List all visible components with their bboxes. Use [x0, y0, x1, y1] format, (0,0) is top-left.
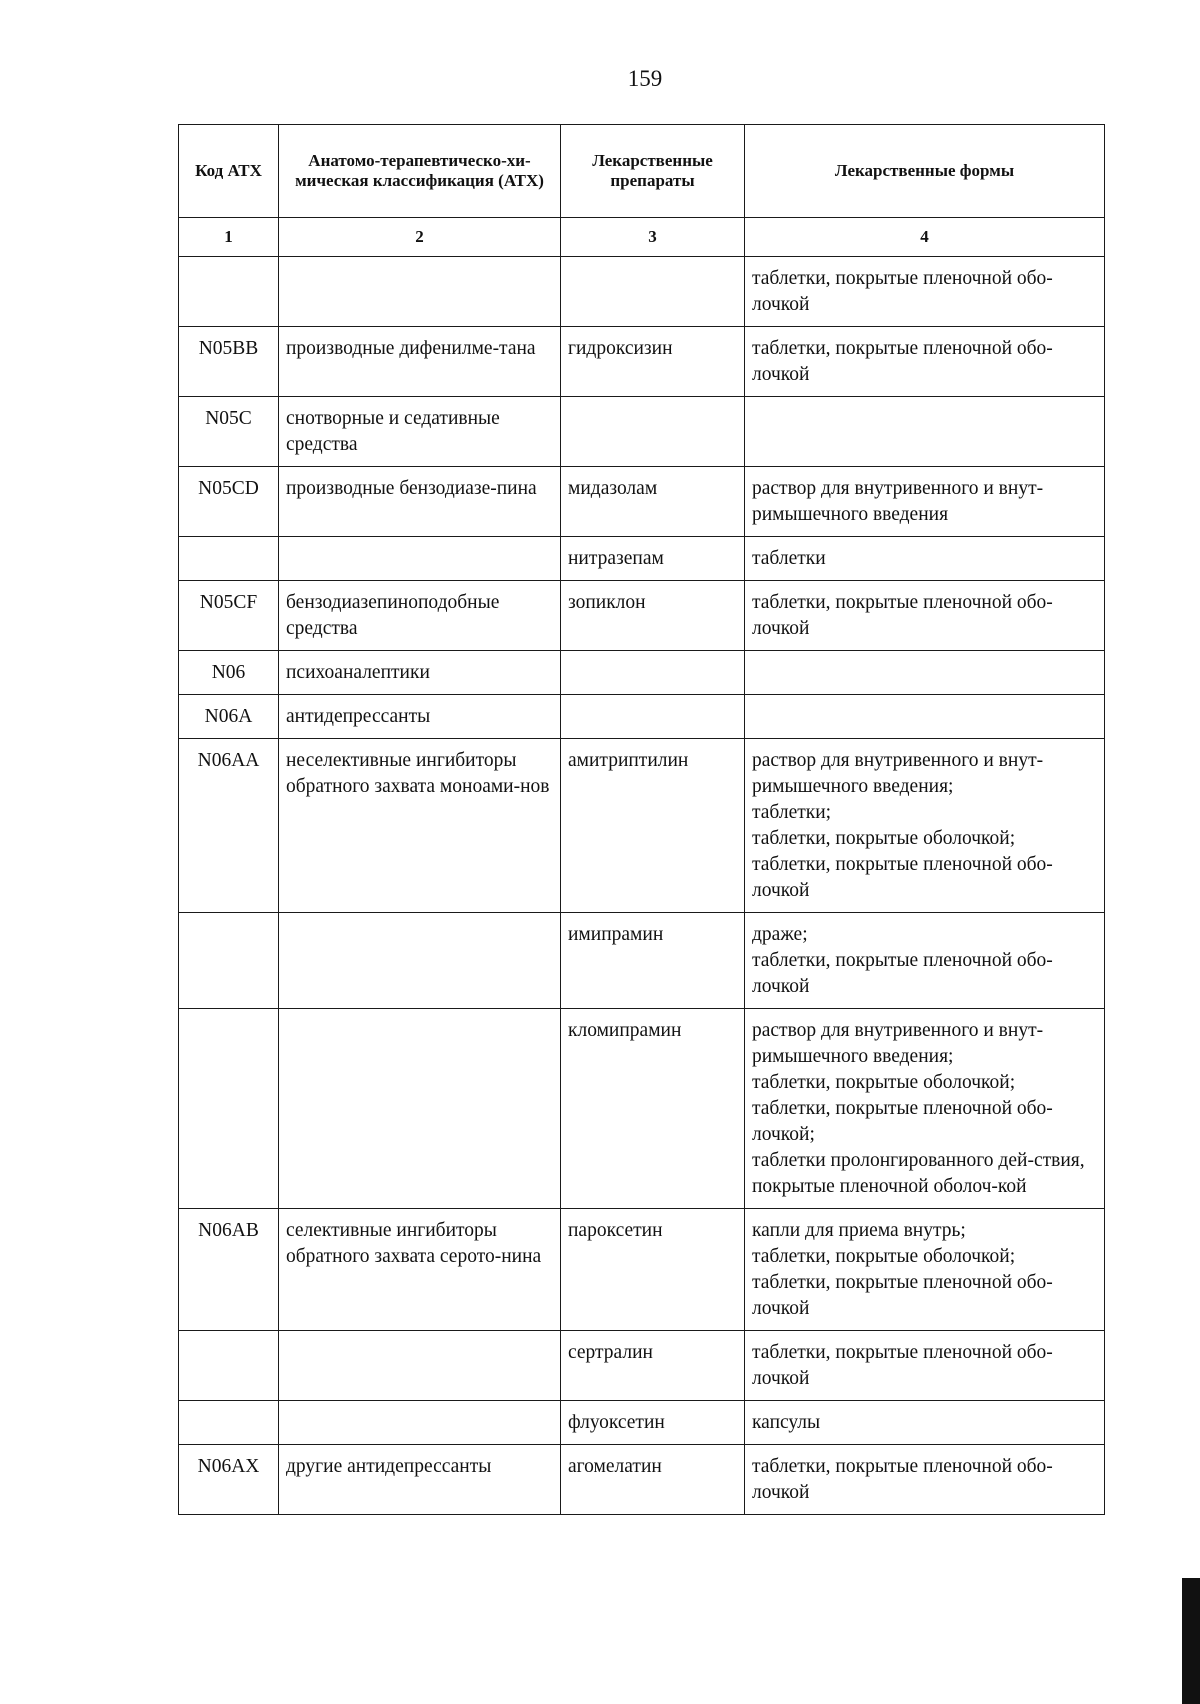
table-row	[179, 1331, 1105, 1401]
dosage-forms-cell	[745, 913, 1105, 1009]
table-row	[179, 695, 1105, 739]
classification-cell	[279, 1331, 561, 1401]
classification-cell	[279, 537, 561, 581]
scan-edge-mark	[1182, 1578, 1200, 1704]
table-row	[179, 651, 1105, 695]
header-drugs: Лекарственные препараты	[561, 125, 745, 218]
drug-name-cell: нитразепам	[561, 537, 745, 581]
dosage-form-line: таблетки, покрытые пленочной обо-лочкой	[752, 854, 1053, 901]
column-number: 4	[745, 218, 1105, 257]
column-number: 3	[561, 218, 745, 257]
table-header-row	[179, 125, 1105, 218]
dosage-form-line: раствор для внутривенного и внут-римышечного введения;	[752, 750, 1044, 797]
drug-name-cell: кломипрамин	[561, 1009, 745, 1209]
atx-code-cell: N05CD	[179, 467, 279, 537]
drug-name-cell: агомелатин	[561, 1445, 745, 1515]
atx-code-cell	[179, 257, 279, 327]
dosage-form-line: таблетки;	[752, 802, 832, 823]
drug-name-cell: пароксетин	[561, 1209, 745, 1331]
classification-cell: психоаналептики	[279, 651, 561, 695]
dosage-forms-cell	[745, 1209, 1105, 1331]
dosage-forms-cell	[745, 467, 1105, 537]
dosage-forms-cell	[745, 739, 1105, 913]
dosage-form-line: раствор для внутривенного и внут-римышечного введения;	[752, 1020, 1044, 1067]
dosage-form-line: таблетки пролонгированного дей-ствия, покрытые пленочной оболоч-кой	[752, 1150, 1085, 1197]
table-row	[179, 467, 1105, 537]
atx-code-cell	[179, 1331, 279, 1401]
classification-cell	[279, 1401, 561, 1445]
dosage-form-line: таблетки, покрытые пленочной обо-лочкой	[752, 338, 1053, 385]
classification-cell: другие антидепрессанты	[279, 1445, 561, 1515]
drug-name-cell: амитриптилин	[561, 739, 745, 913]
dosage-form-line: таблетки, покрытые пленочной обо-лочкой	[752, 1272, 1053, 1319]
classification-cell: селективные ингибиторы обратного захвата серото-нина	[279, 1209, 561, 1331]
dosage-forms-cell	[745, 327, 1105, 397]
dosage-form-line: таблетки, покрытые пленочной обо-лочкой	[752, 1456, 1053, 1503]
table-row	[179, 739, 1105, 913]
drug-name-cell: имипрамин	[561, 913, 745, 1009]
atx-code-cell: N06AX	[179, 1445, 279, 1515]
dosage-form-line: таблетки, покрытые оболочкой;	[752, 828, 1016, 849]
dosage-form-line: капсулы	[752, 1412, 821, 1433]
dosage-form-line: таблетки, покрытые оболочкой;	[752, 1072, 1016, 1093]
dosage-form-line: таблетки, покрытые пленочной обо-лочкой	[752, 1342, 1053, 1389]
table-row	[179, 537, 1105, 581]
header-code: Код АТХ	[179, 125, 279, 218]
classification-cell	[279, 257, 561, 327]
classification-cell: неселективные ингибиторы обратного захвата моноами-нов	[279, 739, 561, 913]
atx-code-cell: N06A	[179, 695, 279, 739]
classification-cell: снотворные и седативные средства	[279, 397, 561, 467]
atx-code-cell: N06	[179, 651, 279, 695]
dosage-form-line: раствор для внутривенного и внут-римышечного введения	[752, 478, 1044, 525]
classification-cell: производные бензодиазе-пина	[279, 467, 561, 537]
drug-name-cell: зопиклон	[561, 581, 745, 651]
atx-code-cell	[179, 1009, 279, 1209]
header-forms: Лекарственные формы	[745, 125, 1105, 218]
table-row	[179, 397, 1105, 467]
dosage-forms-cell	[745, 537, 1105, 581]
table-row	[179, 1209, 1105, 1331]
page-number: 159	[627, 66, 663, 91]
table-row	[179, 1445, 1105, 1515]
dosage-form-line: таблетки, покрытые пленочной обо-лочкой	[752, 592, 1053, 639]
atx-code-cell	[179, 1401, 279, 1445]
dosage-form-line: капли для приема внутрь;	[752, 1220, 966, 1241]
drug-name-cell	[561, 397, 745, 467]
dosage-forms-cell	[745, 1009, 1105, 1209]
table-row	[179, 1009, 1105, 1209]
drug-name-cell	[561, 257, 745, 327]
table-row	[179, 581, 1105, 651]
dosage-forms-cell	[745, 1401, 1105, 1445]
table-row	[179, 327, 1105, 397]
dosage-form-line: таблетки, покрытые пленочной обо-лочкой	[752, 268, 1053, 315]
column-number: 1	[179, 218, 279, 257]
dosage-form-line: драже;	[752, 924, 808, 945]
drug-name-cell: флуоксетин	[561, 1401, 745, 1445]
drug-name-cell: гидроксизин	[561, 327, 745, 397]
classification-cell	[279, 913, 561, 1009]
dosage-forms-cell	[745, 257, 1105, 327]
drug-name-cell: сертралин	[561, 1331, 745, 1401]
dosage-form-line: таблетки, покрытые пленочной обо-лочкой	[752, 950, 1053, 997]
atx-code-cell: N06AB	[179, 1209, 279, 1331]
dosage-form-line: таблетки	[752, 548, 826, 569]
atx-code-cell: N05C	[179, 397, 279, 467]
column-number: 2	[279, 218, 561, 257]
classification-cell: антидепрессанты	[279, 695, 561, 739]
drug-name-cell: мидазолам	[561, 467, 745, 537]
header-classification: Анатомо-терапевтическо-хи-мическая классификация (АТХ)	[279, 125, 561, 218]
dosage-forms-cell	[745, 1331, 1105, 1401]
atx-code-cell: N06AA	[179, 739, 279, 913]
dosage-form-line: таблетки, покрытые пленочной обо-лочкой;	[752, 1098, 1053, 1145]
dosage-forms-cell	[745, 581, 1105, 651]
drug-name-cell	[561, 695, 745, 739]
dosage-form-line: таблетки, покрытые оболочкой;	[752, 1246, 1016, 1267]
table-row	[179, 913, 1105, 1009]
dosage-forms-cell	[745, 397, 1105, 467]
drug-name-cell	[561, 651, 745, 695]
dosage-forms-cell	[745, 651, 1105, 695]
table-body	[179, 257, 1105, 1515]
classification-cell: бензодиазепиноподобные средства	[279, 581, 561, 651]
atx-code-cell	[179, 537, 279, 581]
atx-code-cell: N05CF	[179, 581, 279, 651]
table-row	[179, 1401, 1105, 1445]
dosage-forms-cell	[745, 1445, 1105, 1515]
classification-cell	[279, 1009, 561, 1209]
atx-drug-table	[178, 124, 1105, 1515]
dosage-forms-cell	[745, 695, 1105, 739]
atx-code-cell: N05BB	[179, 327, 279, 397]
classification-cell: производные дифенилме-тана	[279, 327, 561, 397]
table-row	[179, 257, 1105, 327]
atx-code-cell	[179, 913, 279, 1009]
column-number-row	[179, 218, 1105, 257]
